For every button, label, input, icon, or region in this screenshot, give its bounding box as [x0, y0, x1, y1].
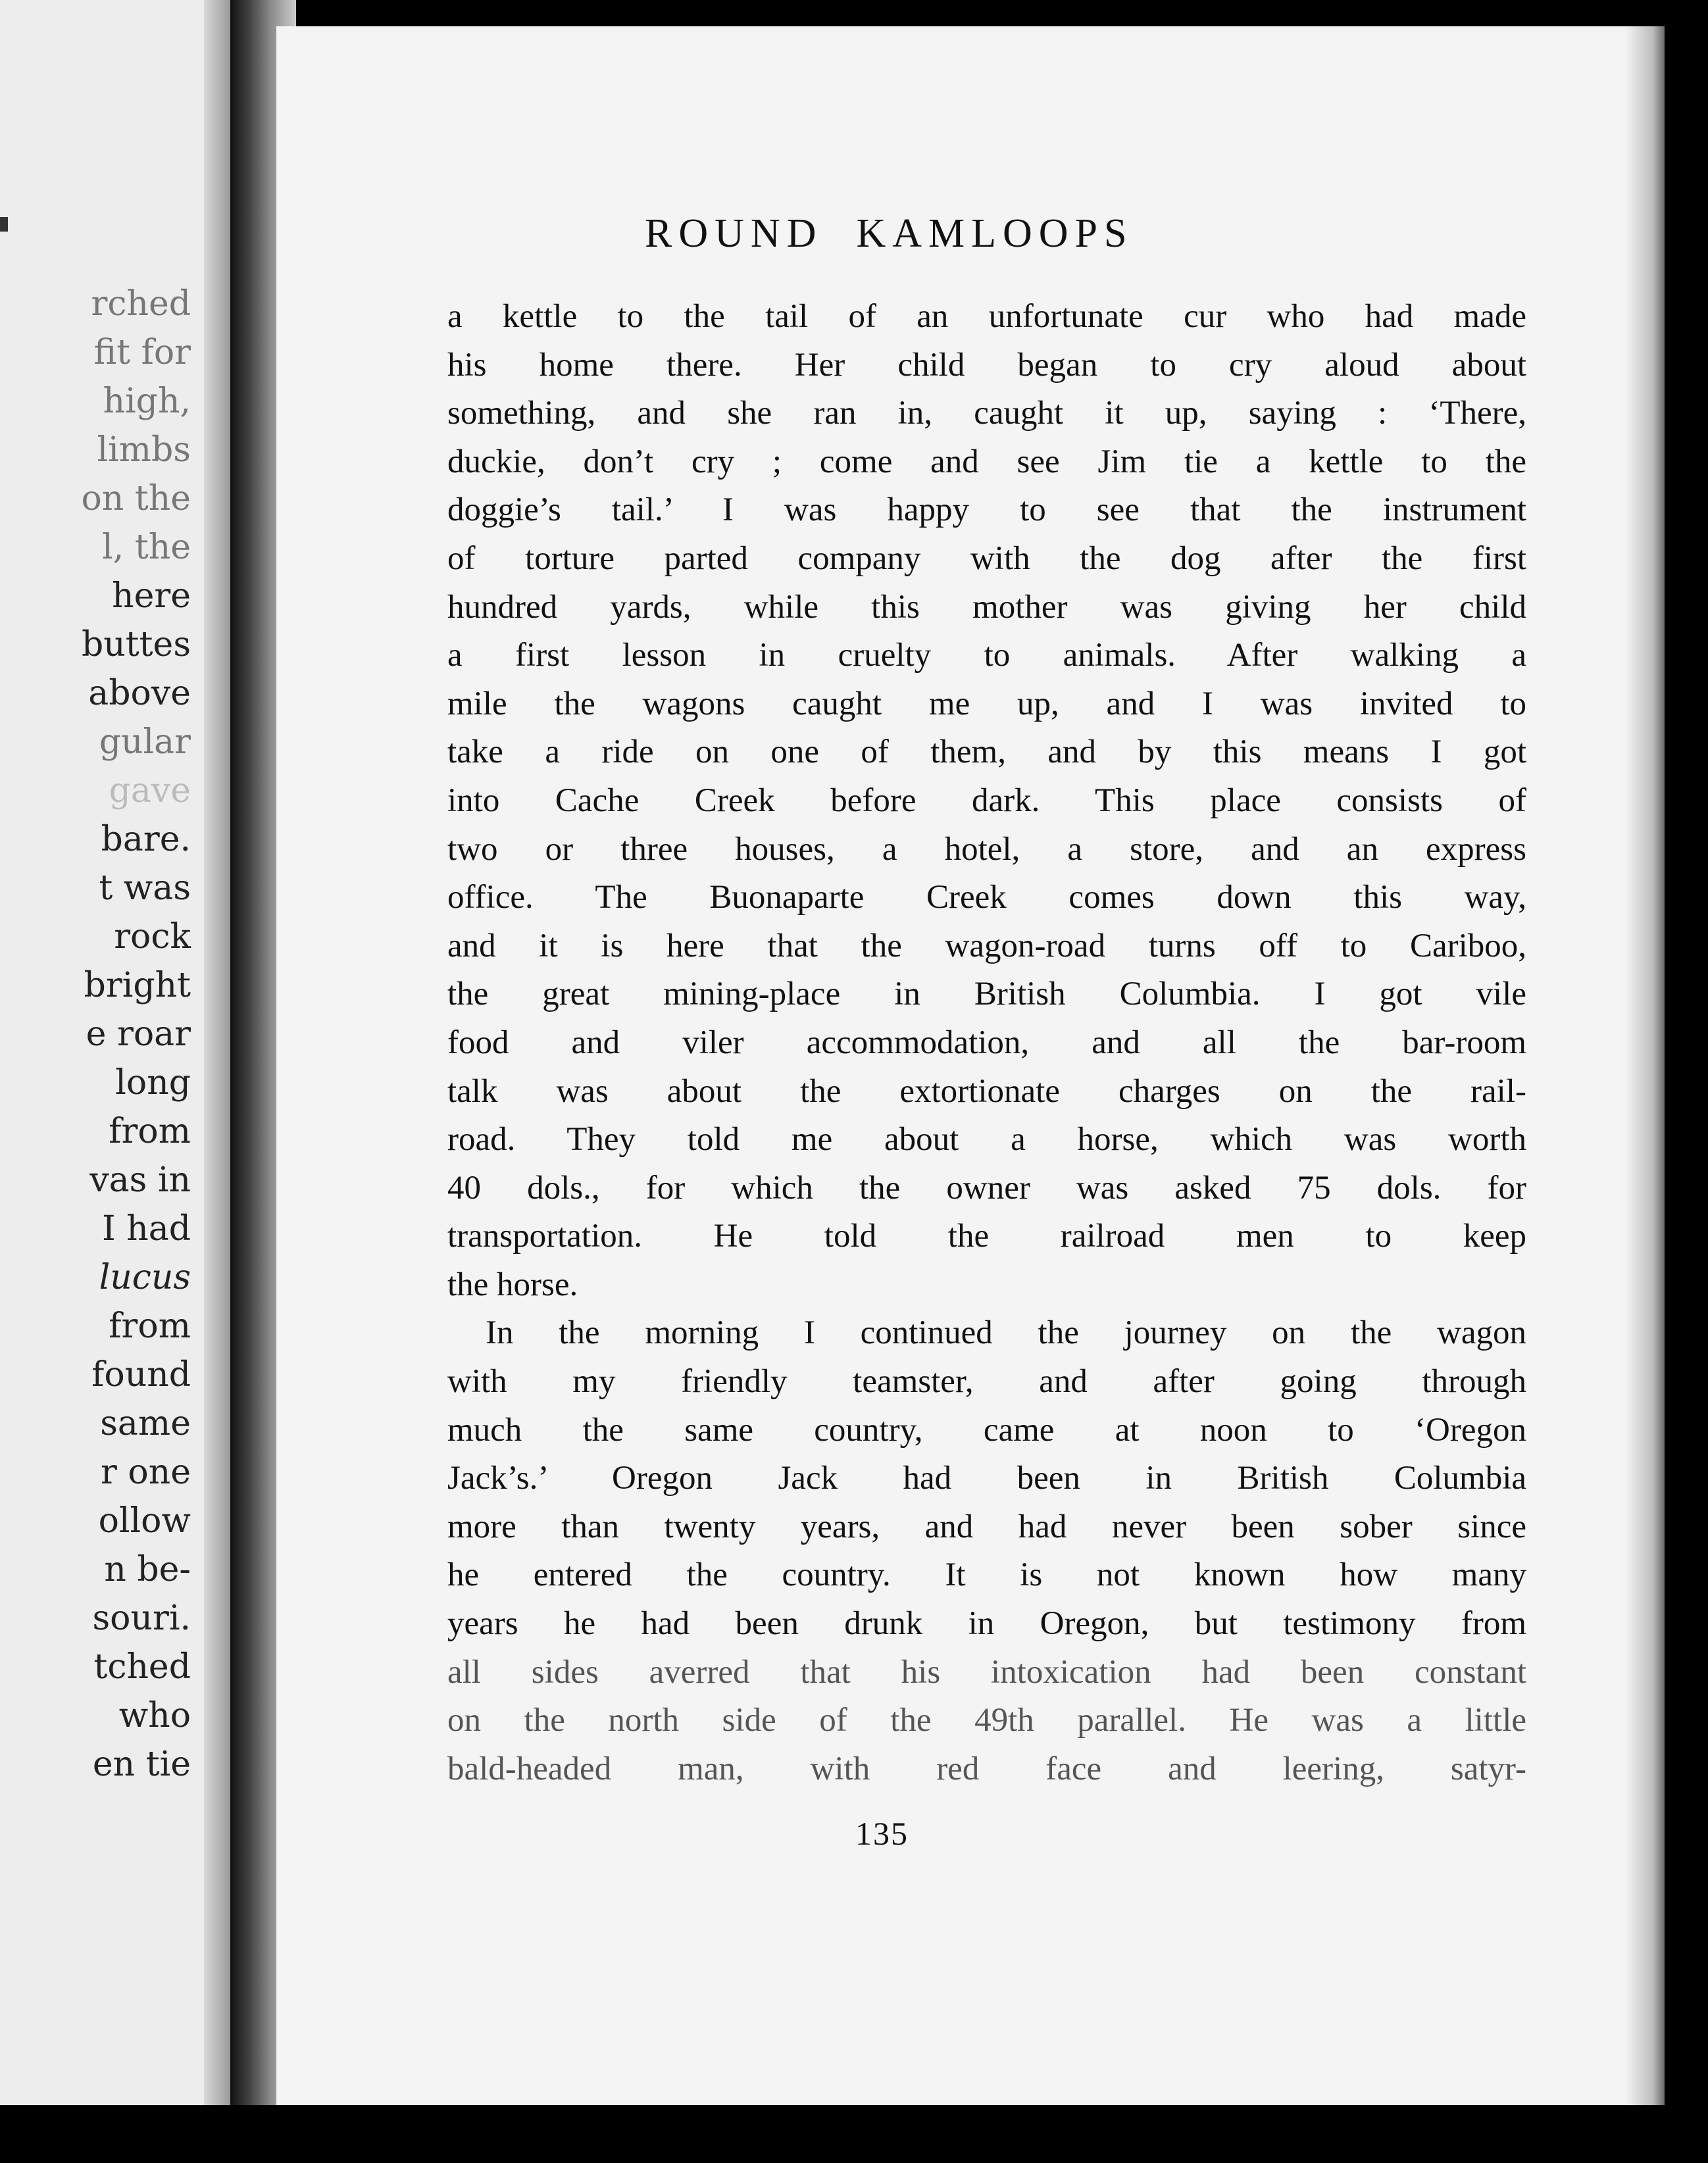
- running-head-second-word: KAMLOOPS: [856, 211, 1134, 256]
- text-line: a kettle to the tail of an unfortunate cur who had made: [447, 298, 1526, 335]
- text-line: mile the wagons caught me up, and I was invited to: [447, 685, 1526, 722]
- left-line: limbs: [97, 430, 191, 470]
- left-line: n be-: [104, 1550, 191, 1589]
- left-gutter-shadow: [204, 0, 230, 2105]
- left-page-line-fragments: [0, 280, 191, 1789]
- text-line: something, and she ran in, caught it up, saying : ‘There,: [447, 395, 1526, 432]
- left-line: souri.: [92, 1599, 191, 1638]
- text-line: food and viler accommodation, and all the bar-room: [447, 1024, 1526, 1061]
- left-line: en tie: [92, 1745, 191, 1784]
- scan-bottom-border: [0, 2105, 1708, 2163]
- text-line: with my friendly teamster, and after going through: [447, 1363, 1526, 1401]
- left-line: who: [118, 1696, 191, 1735]
- left-line: on the: [81, 479, 191, 518]
- text-line: much the same country, came at noon to ‘Oregon: [447, 1411, 1526, 1449]
- page-number: 135: [855, 1815, 909, 1852]
- left-page-mark: [0, 217, 8, 232]
- left-line: gave: [109, 771, 191, 810]
- left-line: gular: [99, 722, 191, 762]
- left-line: t was: [99, 868, 191, 908]
- text-line: the horse.: [447, 1266, 578, 1303]
- text-line: office. The Buonaparte Creek comes down this way,: [447, 879, 1526, 916]
- text-line: transportation. He told the railroad men to keep: [447, 1218, 1526, 1255]
- left-line: buttes: [81, 625, 191, 664]
- left-line: from: [109, 1306, 191, 1346]
- left-line: rock: [114, 917, 191, 957]
- left-line: bright: [84, 966, 191, 1005]
- left-facing-page: [0, 0, 230, 2105]
- text-line: doggie’s tail.’ I was happy to see that the instrument: [447, 491, 1526, 529]
- text-line: his home there. Her child began to cry aloud about: [447, 346, 1526, 384]
- left-line: long: [115, 1063, 191, 1103]
- left-line: ollow: [98, 1501, 191, 1541]
- left-line: found: [91, 1355, 191, 1395]
- left-line: rched: [91, 284, 191, 324]
- left-line: same: [100, 1404, 191, 1443]
- text-line: In the morning I continued the journey on the wagon: [486, 1314, 1526, 1352]
- left-line: from: [109, 1112, 191, 1151]
- text-line: talk was about the extortionate charges on the rail-: [447, 1072, 1526, 1110]
- left-line: above: [88, 674, 191, 713]
- left-line: l, the: [102, 528, 191, 567]
- text-line: bald-headed man, with red face and leering, satyr-: [447, 1750, 1526, 1787]
- text-line: all sides averred that his intoxication had been constant: [447, 1653, 1526, 1691]
- text-line: Jack’s.’ Oregon Jack had been in British Columbia: [447, 1460, 1526, 1497]
- left-line: here: [112, 576, 191, 616]
- text-line: more than twenty years, and had never been sober since: [447, 1508, 1526, 1545]
- main-page: [276, 26, 1665, 2112]
- left-line: fit for: [93, 333, 191, 372]
- left-line: tched: [93, 1647, 191, 1687]
- left-line: vas in: [89, 1160, 191, 1200]
- page-right-edge-shadow: [1625, 26, 1665, 2112]
- text-line: and it is here that the wagon-road turns off to Cariboo,: [447, 927, 1526, 964]
- text-line: of torture parted company with the dog after the first: [447, 539, 1526, 577]
- text-line: he entered the country. It is not known how many: [447, 1556, 1526, 1594]
- text-line: on the north side of the 49th parallel. He was a little: [447, 1702, 1526, 1739]
- body-text: [447, 293, 1526, 1793]
- running-head: [645, 211, 1500, 257]
- text-line: into Cache Creek before dark. This place consists of: [447, 782, 1526, 819]
- running-head-first-word: ROUND: [645, 211, 823, 256]
- text-line: 40 dols., for which the owner was asked 75 dols. for: [447, 1169, 1526, 1206]
- left-line: lucus: [99, 1258, 191, 1297]
- text-line: road. They told me about a horse, which was worth: [447, 1121, 1526, 1158]
- left-line: I had: [102, 1209, 191, 1249]
- text-line: years he had been drunk in Oregon, but testimony from: [447, 1605, 1526, 1643]
- left-line: e roar: [86, 1014, 191, 1054]
- left-line: r one: [101, 1453, 191, 1492]
- text-line: hundred yards, while this mother was giving her child: [447, 588, 1526, 626]
- text-line: take a ride on one of them, and by this means I got: [447, 733, 1526, 771]
- text-line: the great mining-place in British Columbia. I got vile: [447, 976, 1526, 1013]
- text-line: a first lesson in cruelty to animals. After walking a: [447, 637, 1526, 674]
- left-line: high,: [103, 382, 191, 421]
- text-line: duckie, don’t cry ; come and see Jim tie a kettle to the: [447, 443, 1526, 480]
- left-line: bare.: [101, 820, 191, 859]
- text-line: two or three houses, a hotel, a store, and an express: [447, 830, 1526, 868]
